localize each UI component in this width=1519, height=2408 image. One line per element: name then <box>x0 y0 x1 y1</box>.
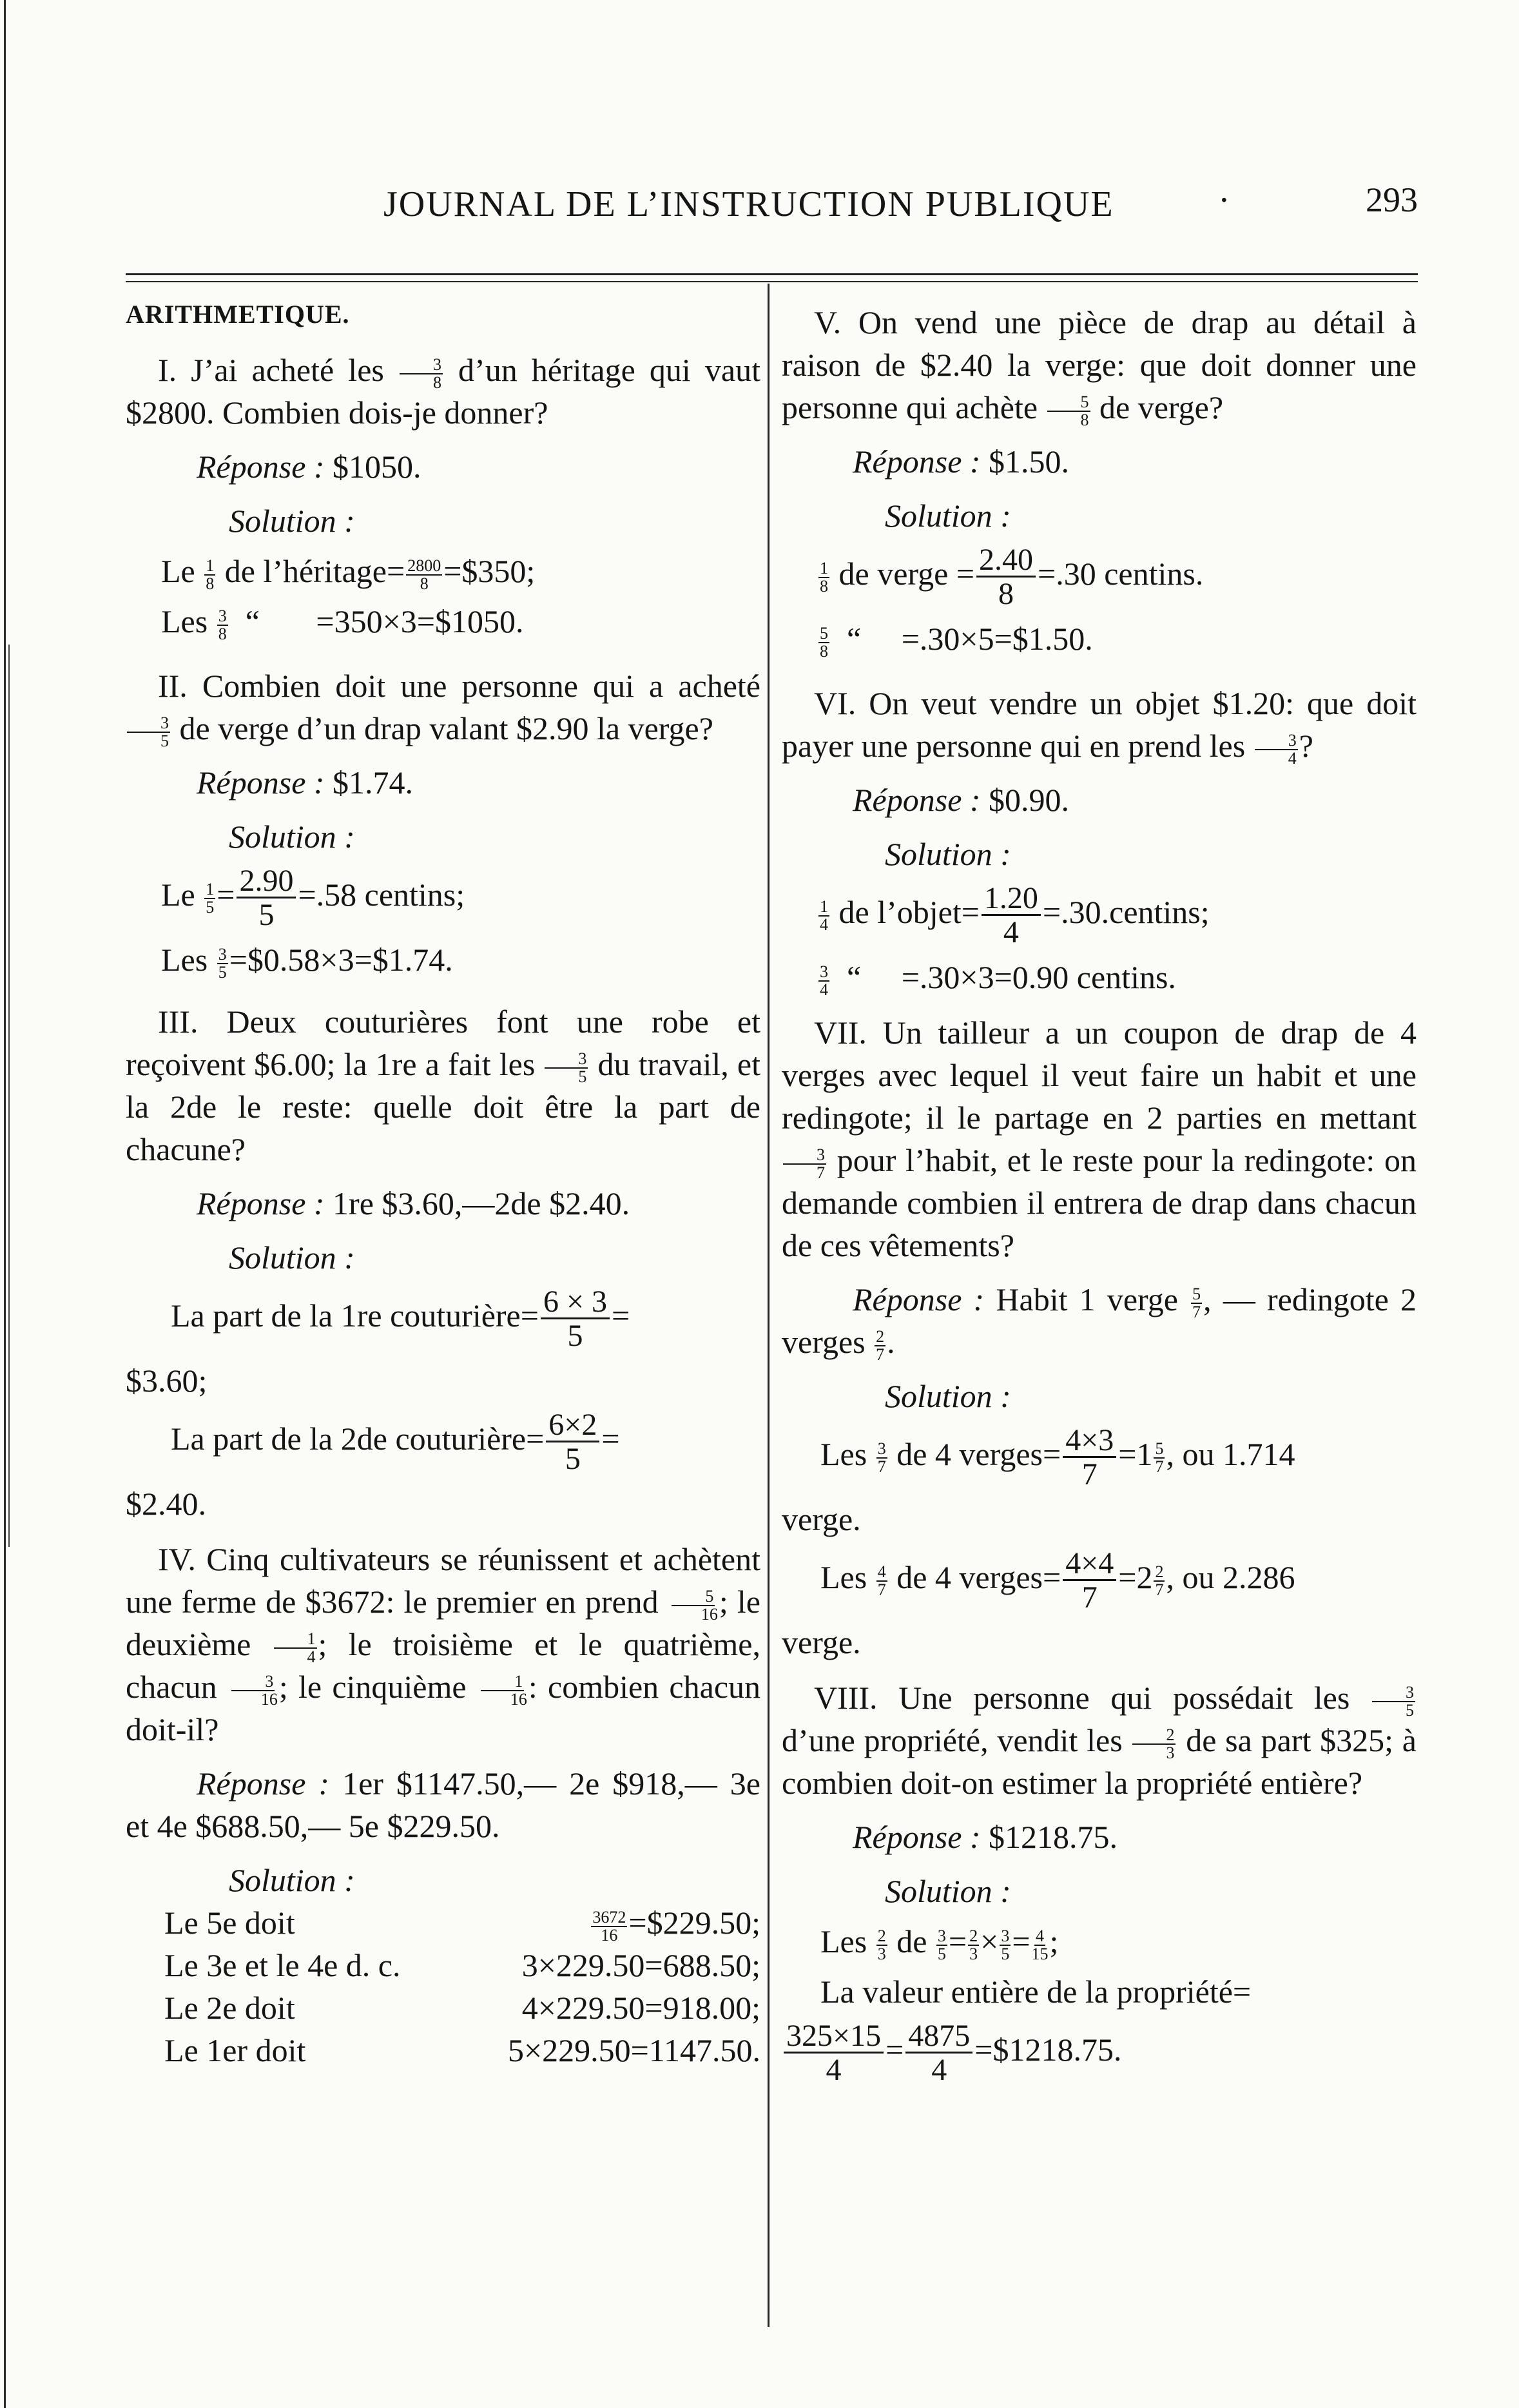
fraction <box>876 1564 887 1598</box>
text: du travail, et la 2de le reste: quelle doit être la part de chacune? <box>126 1046 760 1167</box>
num: 3 <box>877 1439 886 1458</box>
den: 4 <box>826 2053 842 2087</box>
row-value: 5×229.50=1147.50. <box>507 2032 760 2068</box>
den: 7 <box>1155 1580 1164 1599</box>
num: 5 <box>1047 394 1090 412</box>
text: d’une propriété, vendit les <box>782 1722 1132 1758</box>
text: de verge? <box>1091 389 1224 425</box>
text: = <box>1012 1923 1030 1959</box>
row-label: Le 1er doit <box>164 2032 306 2068</box>
fraction <box>204 558 215 592</box>
text: “ =.30×3=0.90 centins. <box>831 959 1176 995</box>
column-separator <box>768 284 769 2327</box>
text: de l’objet= <box>831 893 980 930</box>
den: 8 <box>998 577 1014 611</box>
num: 1 <box>820 897 828 916</box>
text: II. Combien doit une personne qui a acheté <box>158 668 760 704</box>
right-column <box>782 293 1417 2086</box>
num: 2 <box>877 1926 886 1945</box>
fraction <box>818 964 829 998</box>
journal-title: JOURNAL DE L’INSTRUCTION PUBLIQUE <box>383 184 1114 224</box>
text: =$229.50; <box>628 1905 760 1941</box>
text: de verge d’un drap valant $2.90 la verge? <box>171 710 713 746</box>
num: 3672 <box>592 1907 626 1927</box>
header-dot: · <box>1218 180 1230 220</box>
den: 16 <box>260 1689 278 1709</box>
num: 3 <box>1372 1684 1415 1702</box>
text: de l’héritage= <box>217 553 405 589</box>
fraction <box>1154 1441 1165 1475</box>
fraction <box>1063 1548 1116 1613</box>
row-label: Le 5e doit <box>164 1905 295 1941</box>
calc-line <box>126 1410 760 1475</box>
text: Les <box>161 942 216 978</box>
num: 3 <box>231 1673 275 1691</box>
calc-line: verge. <box>782 1501 861 1537</box>
text: , ou 1.714 <box>1166 1435 1295 1472</box>
fraction <box>1191 1286 1202 1321</box>
fraction <box>982 883 1041 948</box>
fraction <box>204 881 215 916</box>
fraction <box>783 1147 826 1181</box>
num: 1.20 <box>982 883 1041 916</box>
text: Le <box>161 553 204 589</box>
num: 5 <box>1192 1284 1201 1303</box>
den: 5 <box>1406 1700 1414 1720</box>
num: 2800 <box>407 556 441 575</box>
calc-line: La valeur entière de la propriété= <box>820 1974 1252 2010</box>
den: 16 <box>601 1925 618 1945</box>
fraction <box>876 1928 887 1963</box>
num: 3 <box>937 1926 946 1945</box>
text: “ =350×3=$1050. <box>229 603 524 639</box>
solution-label: Solution : <box>885 1378 1011 1414</box>
text: ; le troisième et le quatrième, chacun <box>126 1626 760 1705</box>
solution-label: Solution : <box>885 836 1011 872</box>
text: =$350; <box>443 553 536 589</box>
solution-label: Solution : <box>229 1239 355 1276</box>
answer-label: Réponse : <box>197 1765 330 1801</box>
scan-edge-line <box>4 0 6 2408</box>
text: VIII. Une personne qui possédait les <box>814 1680 1371 1716</box>
num: 1 <box>274 1631 317 1649</box>
text: Les <box>161 603 216 639</box>
den: 4 <box>931 2053 947 2087</box>
text: , ou 2.286 <box>1166 1558 1295 1595</box>
fraction <box>545 1051 588 1085</box>
den: 7 <box>1192 1302 1201 1321</box>
text: = <box>612 1297 630 1334</box>
text: La part de la 1re couturière= <box>171 1297 539 1334</box>
den: 8 <box>1080 410 1089 429</box>
num: 1 <box>481 1673 524 1691</box>
calc-line <box>782 1920 1417 1963</box>
calc-line <box>126 938 760 981</box>
text: = <box>885 2031 904 2068</box>
num: 2 <box>1132 1727 1176 1745</box>
problem-1-answer <box>126 445 760 488</box>
answer-label: Réponse : <box>853 1281 985 1317</box>
text: =.58 centins; <box>298 876 465 913</box>
text: V. On vend une pièce de drap au détail à raison de $2.40 la verge: que doit donner une personne qui achète <box>782 304 1417 425</box>
text: pour l’habit, et le reste pour la redingote: on demande combien il entrera de drap dans chacun de ces vêtements? <box>782 1142 1417 1263</box>
text: VI. On veut vendre un objet $1.20: que doit payer une personne qui en prend les <box>782 685 1417 764</box>
problem-3-answer <box>126 1182 760 1225</box>
num: 2.40 <box>976 545 1036 578</box>
text: , — redingote 2 verges <box>782 1281 1417 1360</box>
text: de verge = <box>831 555 975 592</box>
table-row <box>126 1901 760 1944</box>
fraction <box>905 2021 972 2086</box>
num: 2.90 <box>237 866 296 898</box>
calc-line <box>782 1548 1417 1613</box>
scan-edge-line <box>8 645 10 1547</box>
fraction <box>217 946 228 981</box>
fraction <box>541 1287 610 1352</box>
den: 5 <box>206 897 215 917</box>
section-heading: ARITHMETIQUE. <box>126 300 350 329</box>
text: = <box>948 1923 967 1959</box>
solution-label: Solution : <box>229 1862 355 1898</box>
fraction <box>237 866 296 931</box>
fraction <box>968 1928 979 1963</box>
text: “ =.30×5=$1.50. <box>831 621 1093 657</box>
text: d’un héritage qui vaut $2800. Combien dois-je donner? <box>126 352 760 431</box>
row-label: Le 3e et le 4e d. c. <box>164 1947 401 1983</box>
den: 7 <box>817 1163 825 1182</box>
den: 5 <box>218 962 227 982</box>
row-value: 3×229.50=688.50; <box>521 1947 760 1983</box>
calc-line <box>782 617 1417 660</box>
num: 2 <box>1155 1562 1164 1581</box>
den: 7 <box>877 1580 886 1599</box>
fraction <box>1255 732 1298 767</box>
calc-line <box>126 600 760 643</box>
den: 16 <box>510 1689 527 1709</box>
row-value: 4×229.50=918.00; <box>521 1990 760 2026</box>
num: 6 × 3 <box>541 1287 610 1319</box>
calc-line: $3.60; <box>126 1363 208 1399</box>
den: 8 <box>432 373 441 392</box>
answer-label: Réponse : <box>853 782 981 818</box>
den: 15 <box>1031 1944 1049 1963</box>
num: 4 <box>1036 1926 1045 1945</box>
fraction <box>936 1928 947 1963</box>
problem-5-answer <box>782 440 1417 483</box>
text: La part de la 2de couturière= <box>171 1420 545 1457</box>
text: de 4 verges= <box>888 1558 1061 1595</box>
calc-line <box>126 1287 760 1352</box>
text: IV. Cinq cultivateurs se réunissent et achètent une ferme de $3672: le premier en prend <box>126 1541 760 1620</box>
den: 8 <box>206 574 215 593</box>
num: 5 <box>1155 1439 1164 1458</box>
text: VII. Un tailleur a un coupon de drap de 4 verges avec lequel il veut faire un habit et une redingote; il le partage en 2 parties en mettant <box>782 1015 1417 1136</box>
fraction <box>591 1909 627 1944</box>
num: 3 <box>820 962 828 981</box>
den: 8 <box>218 624 227 643</box>
text: Le <box>161 876 204 913</box>
fraction <box>127 715 170 750</box>
table-row <box>126 2029 760 2072</box>
text: = <box>217 876 235 913</box>
den: 5 <box>258 898 275 932</box>
text: . <box>887 1324 895 1360</box>
calc-line: $2.40. <box>126 1486 206 1522</box>
solution-label: Solution : <box>229 819 355 855</box>
den: 8 <box>420 574 429 593</box>
fraction <box>818 898 829 933</box>
text: Les <box>820 1923 875 1959</box>
problem-8-question <box>782 1676 1417 1804</box>
fraction <box>274 1631 317 1665</box>
calc-line <box>782 545 1417 610</box>
den: 5 <box>578 1067 587 1086</box>
den: 7 <box>877 1457 886 1476</box>
answer-value: 1re $3.60,—2de $2.40. <box>324 1185 630 1221</box>
den: 5 <box>1001 1944 1010 1963</box>
num: 6×2 <box>546 1410 599 1442</box>
calc-line <box>126 866 760 931</box>
problem-5-question <box>782 301 1417 429</box>
num: 4 <box>877 1562 886 1581</box>
answer-label: Réponse : <box>197 1185 325 1221</box>
answer-label: Réponse : <box>853 1819 981 1855</box>
text: de sa part $325; à combien doit-on estimer la propriété entière? <box>782 1722 1417 1801</box>
text: de <box>888 1923 935 1959</box>
problem-7-question <box>782 1011 1417 1267</box>
row-value <box>590 1901 760 1944</box>
den: 7 <box>1155 1457 1164 1476</box>
den: 3 <box>969 1944 978 1963</box>
fraction <box>875 1328 885 1363</box>
answer-value: $1.74. <box>324 764 414 801</box>
fraction <box>976 545 1036 610</box>
text: de 4 verges= <box>888 1435 1061 1472</box>
fraction <box>1132 1727 1176 1762</box>
den: 4 <box>307 1647 316 1666</box>
text: =.30.centins; <box>1042 893 1210 930</box>
num: 2 <box>969 1926 978 1945</box>
fraction <box>217 608 228 643</box>
fraction <box>1372 1684 1415 1719</box>
problem-4-question <box>126 1538 760 1751</box>
answer-value: $0.90. <box>980 782 1070 818</box>
den: 4 <box>1003 915 1019 949</box>
num: 3 <box>218 606 227 625</box>
num: 1 <box>820 558 828 578</box>
calc-line: verge. <box>782 1624 861 1660</box>
text: ; <box>1049 1923 1059 1959</box>
fraction <box>1154 1564 1165 1598</box>
problem-6-answer <box>782 779 1417 821</box>
num: 3 <box>400 356 443 374</box>
den: 8 <box>820 641 828 661</box>
den: 7 <box>1081 1457 1098 1491</box>
calc-line <box>782 1425 1417 1490</box>
text: =$0.58×3=$1.74. <box>229 942 453 978</box>
text: =.30 centins. <box>1038 555 1204 592</box>
text: ; le cinquième <box>278 1669 477 1705</box>
page-number: 293 <box>1366 180 1418 219</box>
calc-line <box>782 956 1417 998</box>
answer-value: $1.50. <box>980 443 1070 480</box>
num: 3 <box>545 1051 588 1069</box>
problem-8-answer <box>782 1816 1417 1858</box>
header-rule <box>126 281 1418 282</box>
text: = <box>601 1420 620 1457</box>
table-row <box>126 1986 760 2029</box>
den: 5 <box>937 1944 946 1963</box>
fraction <box>406 558 442 592</box>
answer-value: 1er $1147.50,— 2e $918,— 3e et 4e $688.50,— 5e $229.50. <box>126 1765 760 1844</box>
num: 325×15 <box>784 2021 884 2054</box>
text: =$1218.75. <box>974 2031 1122 2068</box>
num: 3 <box>127 715 170 733</box>
problem-4-answer <box>126 1762 760 1847</box>
left-column <box>126 293 760 2072</box>
calc-line <box>782 883 1417 948</box>
num: 4×4 <box>1063 1548 1116 1581</box>
text: I. J’ai acheté les <box>158 352 398 388</box>
den: 4 <box>820 915 828 934</box>
fraction <box>1063 1425 1116 1490</box>
num: 1 <box>206 556 215 575</box>
den: 7 <box>1081 1580 1098 1615</box>
num: 5 <box>820 623 828 643</box>
text: : combien chacun doit-il? <box>126 1669 761 1747</box>
num: 3 <box>1001 1926 1010 1945</box>
fraction <box>478 1673 527 1708</box>
fraction <box>784 2021 884 2086</box>
den: 3 <box>877 1944 886 1963</box>
den: 8 <box>820 576 828 596</box>
text: Les <box>820 1558 875 1595</box>
num: 3 <box>218 944 227 964</box>
fraction <box>1047 394 1090 429</box>
fraction <box>1032 1928 1049 1963</box>
text: III. Deux couturières font une robe et reçoivent $6.00; la 1re a fait les <box>126 1004 760 1082</box>
header-rule <box>126 273 1418 275</box>
text: =1 <box>1118 1435 1153 1472</box>
fraction <box>669 1588 718 1623</box>
fraction <box>818 625 829 660</box>
calc-line <box>126 550 760 592</box>
fraction <box>400 356 443 391</box>
den: 5 <box>160 731 169 750</box>
text: × <box>980 1923 999 1959</box>
text: =2 <box>1118 1558 1153 1595</box>
num: 2 <box>876 1326 885 1346</box>
problem-2-answer <box>126 761 760 804</box>
den: 5 <box>567 1319 583 1353</box>
num: 3 <box>1255 732 1298 750</box>
problem-3-question <box>126 1000 760 1170</box>
num: 1 <box>206 879 215 898</box>
problem-7-answer <box>782 1278 1417 1363</box>
answer-label: Réponse : <box>197 764 325 801</box>
text: Habit 1 verge <box>984 1281 1190 1317</box>
answer-value: $1218.75. <box>980 1819 1118 1855</box>
calc-line <box>782 2021 1417 2086</box>
problem-6-question <box>782 682 1417 767</box>
row-label: Le 2e doit <box>164 1990 295 2026</box>
problem-2-question <box>126 665 760 750</box>
text: Les <box>820 1435 875 1472</box>
num: 4×3 <box>1063 1425 1116 1458</box>
den: 4 <box>820 980 828 999</box>
answer-label: Réponse : <box>853 443 981 480</box>
text: ; le deuxième <box>126 1584 760 1662</box>
den: 7 <box>876 1345 885 1364</box>
answer-value: $1050. <box>324 449 421 485</box>
num: 5 <box>672 1588 715 1606</box>
num: 3 <box>783 1147 826 1165</box>
fraction <box>876 1441 887 1475</box>
solution-label: Solution : <box>885 498 1011 534</box>
den: 5 <box>565 1442 581 1476</box>
table-row <box>126 1944 760 1986</box>
fraction <box>818 560 829 595</box>
solution-label: Solution : <box>885 1873 1011 1909</box>
fraction <box>229 1673 278 1708</box>
fraction <box>546 1410 599 1475</box>
den: 3 <box>1166 1743 1175 1762</box>
solution-label: Solution : <box>229 503 355 539</box>
fraction <box>1000 1928 1011 1963</box>
problem-1-question <box>126 349 760 434</box>
text: ? <box>1299 728 1313 764</box>
den: 16 <box>701 1604 718 1624</box>
num: 4875 <box>905 2021 972 2054</box>
den: 4 <box>1288 748 1297 768</box>
answer-label: Réponse : <box>197 449 325 485</box>
page-header <box>126 180 1418 242</box>
